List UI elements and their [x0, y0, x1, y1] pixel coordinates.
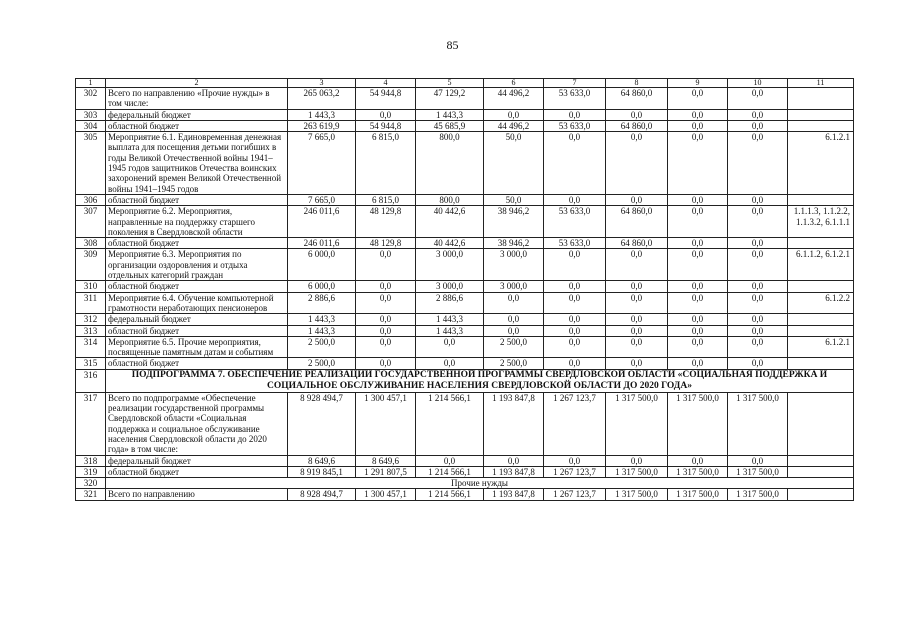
column-header: 5 [416, 79, 484, 88]
row-value: 45 685,9 [416, 120, 484, 131]
table-row [76, 325, 854, 336]
row-value: 64 860,0 [606, 120, 668, 131]
row-number: 309 [76, 249, 106, 281]
row-name: Всего по направлению «Прочие нужды» в том числе: [106, 88, 288, 110]
row-value: 1 193 847,8 [484, 489, 544, 500]
row-value: 0,0 [484, 314, 544, 325]
row-value: 0,0 [606, 292, 668, 314]
row-value: 1 300 457,1 [356, 489, 416, 500]
row-name: Мероприятие 6.1. Единовременная денежная выплата для посещения детьми погибших в годы Великой Отечественной войны 1941–1945 годов защитников Отечества воинских захоронений времен Великой Отечественной войны 1941–1945 годов [106, 132, 288, 195]
row-value: 0,0 [606, 194, 668, 205]
row-value: 1 291 807,5 [356, 466, 416, 477]
row-value: 800,0 [416, 132, 484, 195]
row-value: 2 500,0 [484, 358, 544, 369]
row-number: 305 [76, 132, 106, 195]
row-value: 2 500,0 [288, 336, 356, 358]
row-value: 3 000,0 [484, 281, 544, 292]
row-value: 1 193 847,8 [484, 466, 544, 477]
row-code [788, 325, 854, 336]
row-value: 8 649,6 [356, 455, 416, 466]
row-value: 0,0 [668, 358, 728, 369]
row-value: 1 443,3 [288, 314, 356, 325]
row-value: 64 860,0 [606, 206, 668, 238]
row-value: 0,0 [668, 314, 728, 325]
row-value: 0,0 [416, 455, 484, 466]
row-value: 6 815,0 [356, 194, 416, 205]
row-value: 0,0 [416, 336, 484, 358]
row-value: 8 928 494,7 [288, 392, 356, 455]
column-header: 7 [544, 79, 606, 88]
row-value: 44 496,2 [484, 88, 544, 110]
row-number: 316 [76, 369, 106, 392]
table-row [76, 194, 854, 205]
budget-table [75, 78, 854, 501]
row-value: 64 860,0 [606, 88, 668, 110]
column-header: 9 [668, 79, 728, 88]
row-value: 0,0 [356, 358, 416, 369]
row-value: 8 649,6 [288, 455, 356, 466]
row-number: 312 [76, 314, 106, 325]
row-value: 1 214 566,1 [416, 466, 484, 477]
row-value: 2 500,0 [484, 336, 544, 358]
section-title: Прочие нужды [106, 478, 854, 489]
row-value: 8 919 845,1 [288, 466, 356, 477]
row-value: 0,0 [356, 109, 416, 120]
row-value: 1 443,3 [416, 109, 484, 120]
column-header: 6 [484, 79, 544, 88]
row-name: Мероприятие 6.2. Мероприятия, направленные на поддержку старшего поколения в Свердловской области [106, 206, 288, 238]
row-code [788, 314, 854, 325]
row-number: 310 [76, 281, 106, 292]
row-value: 0,0 [484, 455, 544, 466]
row-number: 308 [76, 238, 106, 249]
row-value: 6 000,0 [288, 249, 356, 281]
row-value: 0,0 [668, 249, 728, 281]
row-value: 0,0 [728, 292, 788, 314]
row-value: 1 267 123,7 [544, 466, 606, 477]
column-header: 2 [106, 79, 288, 88]
row-number: 303 [76, 109, 106, 120]
table-row [76, 132, 854, 195]
row-value: 1 443,3 [416, 314, 484, 325]
row-number: 304 [76, 120, 106, 131]
row-value: 0,0 [668, 455, 728, 466]
row-value: 0,0 [606, 132, 668, 195]
row-value: 0,0 [668, 325, 728, 336]
row-value: 0,0 [728, 336, 788, 358]
row-code: 6.1.2.1 [788, 336, 854, 358]
table-row [76, 336, 854, 358]
row-value: 0,0 [606, 336, 668, 358]
row-code: 6.1.1.2, 6.1.2.1 [788, 249, 854, 281]
table-row [76, 466, 854, 477]
row-value: 0,0 [544, 109, 606, 120]
row-code [788, 109, 854, 120]
row-value: 0,0 [484, 292, 544, 314]
row-code [788, 281, 854, 292]
table-row [76, 358, 854, 369]
row-code [788, 120, 854, 131]
row-value: 0,0 [544, 314, 606, 325]
column-header: 3 [288, 79, 356, 88]
row-value: 2 500,0 [288, 358, 356, 369]
row-value: 1 267 123,7 [544, 392, 606, 455]
row-value: 0,0 [544, 194, 606, 205]
row-code [788, 455, 854, 466]
table-row [76, 292, 854, 314]
row-name: областной бюджет [106, 238, 288, 249]
row-value: 0,0 [728, 314, 788, 325]
row-value: 48 129,8 [356, 238, 416, 249]
row-code [788, 194, 854, 205]
row-value: 0,0 [728, 455, 788, 466]
row-value: 0,0 [544, 132, 606, 195]
row-name: областной бюджет [106, 325, 288, 336]
row-value: 0,0 [728, 109, 788, 120]
row-name: областной бюджет [106, 281, 288, 292]
row-value: 0,0 [484, 325, 544, 336]
row-value: 44 496,2 [484, 120, 544, 131]
row-value: 38 946,2 [484, 238, 544, 249]
row-value: 0,0 [606, 281, 668, 292]
row-value: 0,0 [544, 281, 606, 292]
page-number: 85 [446, 38, 459, 52]
row-number: 307 [76, 206, 106, 238]
row-value: 0,0 [728, 249, 788, 281]
row-code [788, 392, 854, 455]
column-header: 1 [76, 79, 106, 88]
row-value: 40 442,6 [416, 206, 484, 238]
column-header: 4 [356, 79, 416, 88]
row-value: 1 317 500,0 [606, 392, 668, 455]
row-name: Мероприятие 6.3. Мероприятия по организации оздоровления и отдыха отдельных категорий граждан [106, 249, 288, 281]
row-value: 0,0 [668, 238, 728, 249]
row-value: 0,0 [544, 455, 606, 466]
row-value: 0,0 [728, 281, 788, 292]
row-code [788, 489, 854, 500]
table-row [76, 249, 854, 281]
row-value: 0,0 [728, 88, 788, 110]
row-number: 314 [76, 336, 106, 358]
table-row [76, 489, 854, 500]
subprogram-title: ПОДПРОГРАММА 7. ОБЕСПЕЧЕНИЕ РЕАЛИЗАЦИИ ГОСУДАРСТВЕННОЙ ПРОГРАММЫ СВЕРДЛОВСКОЙ ОБЛАСТИ «СОЦИАЛЬНАЯ ПОДДЕРЖКА И СОЦИАЛЬНОЕ ОБСЛУЖИВАНИЕ НАСЕЛЕНИЯ СВЕРДЛОВСКОЙ ОБЛАСТИ ДО 2020 ГОДА» [106, 369, 854, 392]
row-value: 0,0 [356, 249, 416, 281]
row-value: 0,0 [728, 238, 788, 249]
row-value: 246 011,6 [288, 238, 356, 249]
row-value: 38 946,2 [484, 206, 544, 238]
row-value: 1 443,3 [416, 325, 484, 336]
row-value: 0,0 [484, 109, 544, 120]
row-number: 318 [76, 455, 106, 466]
row-value: 1 267 123,7 [544, 489, 606, 500]
row-value: 0,0 [416, 358, 484, 369]
row-value: 0,0 [728, 206, 788, 238]
row-value: 0,0 [356, 281, 416, 292]
row-value: 1 443,3 [288, 109, 356, 120]
row-number: 320 [76, 478, 106, 489]
row-value: 0,0 [606, 325, 668, 336]
subprogram-row [76, 369, 854, 392]
row-value: 53 633,0 [544, 238, 606, 249]
row-value: 7 665,0 [288, 194, 356, 205]
table-row [76, 120, 854, 131]
row-value: 1 317 500,0 [728, 466, 788, 477]
row-value: 0,0 [668, 109, 728, 120]
row-number: 313 [76, 325, 106, 336]
row-value: 47 129,2 [416, 88, 484, 110]
column-header: 8 [606, 79, 668, 88]
row-code [788, 88, 854, 110]
row-value: 1 193 847,8 [484, 392, 544, 455]
row-value: 800,0 [416, 194, 484, 205]
row-value: 0,0 [668, 194, 728, 205]
row-value: 7 665,0 [288, 132, 356, 195]
row-name: Мероприятие 6.5. Прочие мероприятия, посвященные памятным датам и событиям [106, 336, 288, 358]
row-number: 311 [76, 292, 106, 314]
row-value: 0,0 [668, 132, 728, 195]
header-row [76, 79, 854, 88]
row-value: 8 928 494,7 [288, 489, 356, 500]
row-name: федеральный бюджет [106, 455, 288, 466]
row-name: Всего по направлению [106, 489, 288, 500]
row-value: 1 317 500,0 [668, 466, 728, 477]
row-value: 0,0 [606, 314, 668, 325]
row-value: 0,0 [356, 314, 416, 325]
row-number: 306 [76, 194, 106, 205]
row-code [788, 238, 854, 249]
row-value: 0,0 [544, 249, 606, 281]
row-name: областной бюджет [106, 358, 288, 369]
row-value: 6 815,0 [356, 132, 416, 195]
row-value: 0,0 [606, 455, 668, 466]
row-name: Всего по подпрограмме «Обеспечение реализации государственной программы Свердловской области «Социальная поддержка и социальное обслуживание населения Свердловской области до 2020 года» в том числе: [106, 392, 288, 455]
row-value: 1 300 457,1 [356, 392, 416, 455]
row-value: 0,0 [728, 325, 788, 336]
row-value: 2 886,6 [288, 292, 356, 314]
row-value: 0,0 [668, 292, 728, 314]
row-code [788, 466, 854, 477]
row-value: 0,0 [544, 292, 606, 314]
row-value: 0,0 [668, 336, 728, 358]
table-row [76, 88, 854, 110]
row-value: 1 214 566,1 [416, 392, 484, 455]
row-value: 0,0 [356, 292, 416, 314]
row-value: 50,0 [484, 194, 544, 205]
row-value: 0,0 [668, 281, 728, 292]
section-row [76, 478, 854, 489]
table-row [76, 281, 854, 292]
row-value: 0,0 [728, 132, 788, 195]
row-value: 1 317 500,0 [728, 392, 788, 455]
row-value: 263 619,9 [288, 120, 356, 131]
row-value: 1 317 500,0 [728, 489, 788, 500]
row-name: федеральный бюджет [106, 314, 288, 325]
row-code: 6.1.2.2 [788, 292, 854, 314]
row-value: 0,0 [544, 336, 606, 358]
row-value: 3 000,0 [416, 281, 484, 292]
row-value: 53 633,0 [544, 120, 606, 131]
row-value: 0,0 [606, 249, 668, 281]
row-value: 0,0 [544, 325, 606, 336]
row-name: Мероприятие 6.4. Обучение компьютерной грамотности неработающих пенсионеров [106, 292, 288, 314]
row-value: 0,0 [356, 336, 416, 358]
row-value: 3 000,0 [416, 249, 484, 281]
row-value: 1 317 500,0 [668, 489, 728, 500]
row-value: 1 214 566,1 [416, 489, 484, 500]
column-header: 11 [788, 79, 854, 88]
row-value: 54 944,8 [356, 88, 416, 110]
row-value: 0,0 [668, 120, 728, 131]
row-value: 265 063,2 [288, 88, 356, 110]
row-value: 1 443,3 [288, 325, 356, 336]
row-value: 3 000,0 [484, 249, 544, 281]
table-row [76, 238, 854, 249]
row-value: 50,0 [484, 132, 544, 195]
row-value: 0,0 [544, 358, 606, 369]
row-code: 6.1.2.1 [788, 132, 854, 195]
row-number: 319 [76, 466, 106, 477]
row-number: 321 [76, 489, 106, 500]
row-name: областной бюджет [106, 466, 288, 477]
row-number: 315 [76, 358, 106, 369]
row-code: 1.1.1.3, 1.1.2.2, 1.1.3.2, 6.1.1.1 [788, 206, 854, 238]
row-value: 0,0 [668, 206, 728, 238]
row-value: 53 633,0 [544, 206, 606, 238]
row-value: 1 317 500,0 [606, 489, 668, 500]
row-name: областной бюджет [106, 120, 288, 131]
row-value: 0,0 [356, 325, 416, 336]
row-value: 2 886,6 [416, 292, 484, 314]
row-value: 0,0 [606, 109, 668, 120]
row-number: 302 [76, 88, 106, 110]
row-code [788, 358, 854, 369]
row-value: 0,0 [728, 120, 788, 131]
row-value: 0,0 [606, 358, 668, 369]
row-value: 1 317 500,0 [606, 466, 668, 477]
row-name: федеральный бюджет [106, 109, 288, 120]
table-row [76, 455, 854, 466]
row-value: 53 633,0 [544, 88, 606, 110]
row-value: 54 944,8 [356, 120, 416, 131]
table-row [76, 314, 854, 325]
column-header: 10 [728, 79, 788, 88]
table-row [76, 392, 854, 455]
row-value: 64 860,0 [606, 238, 668, 249]
row-name: областной бюджет [106, 194, 288, 205]
row-value: 40 442,6 [416, 238, 484, 249]
row-value: 0,0 [668, 88, 728, 110]
row-value: 0,0 [728, 358, 788, 369]
table-row [76, 109, 854, 120]
row-number: 317 [76, 392, 106, 455]
row-value: 1 317 500,0 [668, 392, 728, 455]
table-row [76, 206, 854, 238]
row-value: 6 000,0 [288, 281, 356, 292]
row-value: 246 011,6 [288, 206, 356, 238]
row-value: 0,0 [728, 194, 788, 205]
row-value: 48 129,8 [356, 206, 416, 238]
